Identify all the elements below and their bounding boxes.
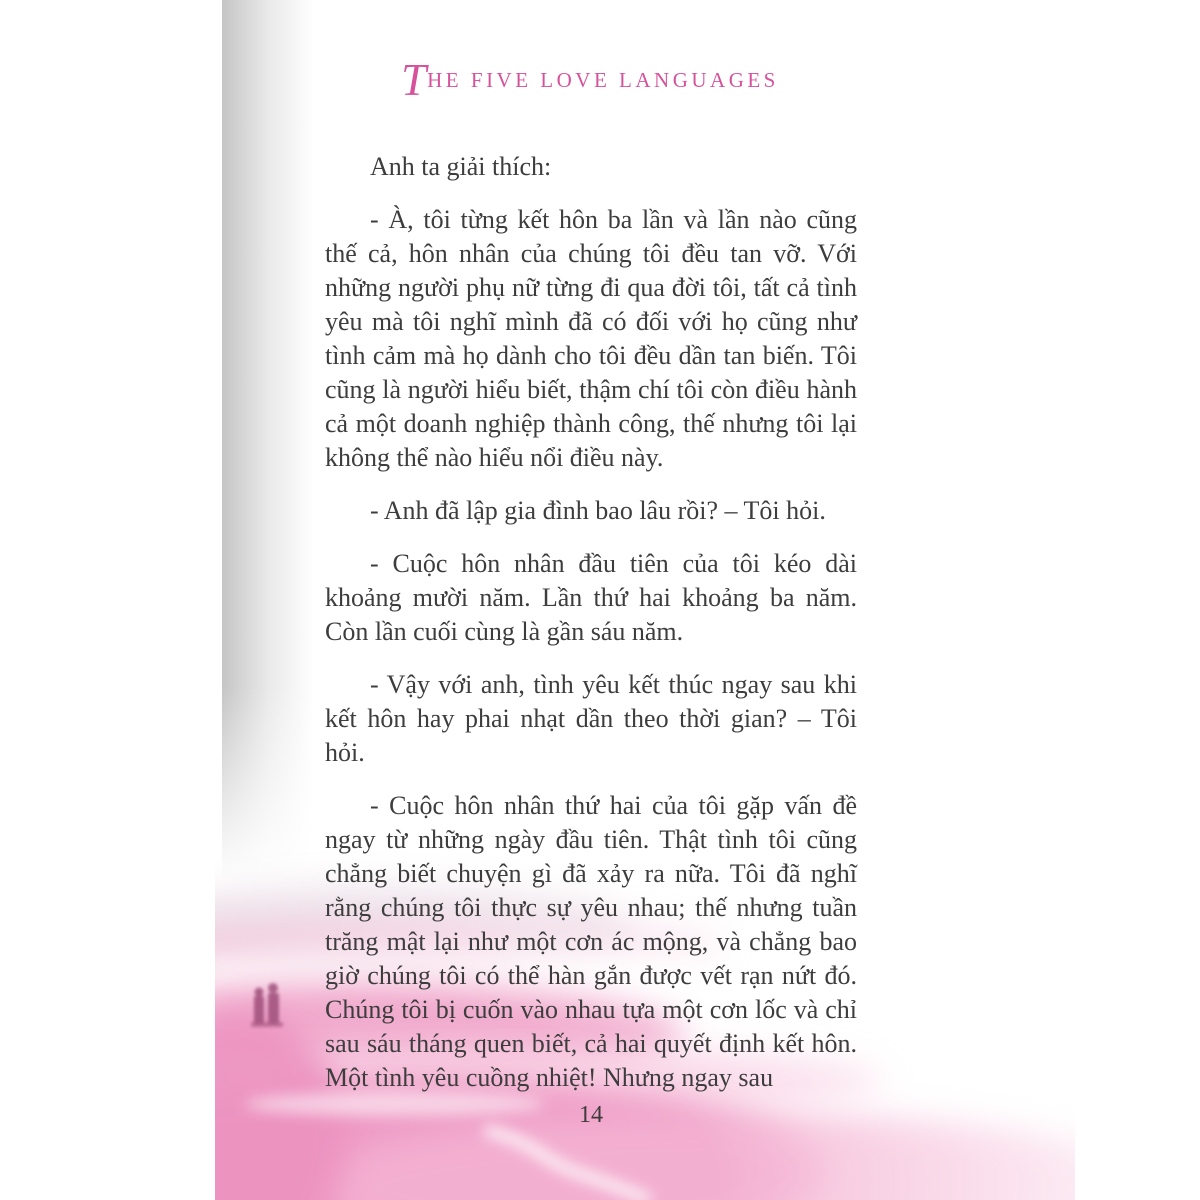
page-body: [325, 150, 857, 1114]
header-title-text: HE FIVE LOVE LANGUAGES: [427, 68, 779, 92]
paragraph-2: - À, tôi từng kết hôn ba lần và lần nào cũng thế cả, hôn nhân của chúng tôi đều tan vỡ. Với những người phụ nữ từng đi qua đời tôi, tất cả tình yêu mà tôi nghĩ mình đã có đối với họ cũng như tình cảm mà họ dành cho tôi đều dần tan biến. Tôi cũng là người hiểu biết, thậm chí tôi còn điều hành cả một doanh nghiệp thành công, thế nhưng tôi lại không thể nào hiểu nổi điều này.: [325, 205, 857, 472]
paragraph-4: - Cuộc hôn nhân đầu tiên của tôi kéo dài khoảng mười năm. Lần thứ hai khoảng ba năm. Còn lần cuối cùng là gần sáu năm.: [325, 549, 857, 646]
page-spine-shadow: [222, 0, 314, 880]
page-number: 14: [579, 1102, 603, 1128]
paragraph-6: - Cuộc hôn nhân thứ hai của tôi gặp vấn đề ngay từ những ngày đầu tiên. Thật tình tôi cũng chẳng biết chuyện gì đã xảy ra nữa. Tôi đã nghĩ rằng chúng tôi thực sự yêu nhau; thế nhưng tuần trăng mật lại như một cơn ác mộng, và chẳng bao giờ chúng tôi có thể hàn gắn được vết rạn nứt đó. Chúng tôi bị cuốn vào nhau tựa một cơn lốc và chỉ sau sáu tháng quen biết, cả hai quyết định kết hôn. Một tình yêu cuồng nhiệt! Nhưng ngay sau: [325, 791, 857, 1092]
paragraph-3: - Anh đã lập gia đình bao lâu rồi? – Tôi hỏi.: [370, 496, 826, 525]
paragraph-1: Anh ta giải thích:: [370, 152, 552, 181]
paragraph-5: - Vậy với anh, tình yêu kết thúc ngay sau khi kết hôn hay phai nhạt dần theo thời gian? – Tôi hỏi.: [325, 670, 857, 767]
running-header: [285, 55, 895, 110]
header-drop-initial: T: [401, 55, 427, 105]
